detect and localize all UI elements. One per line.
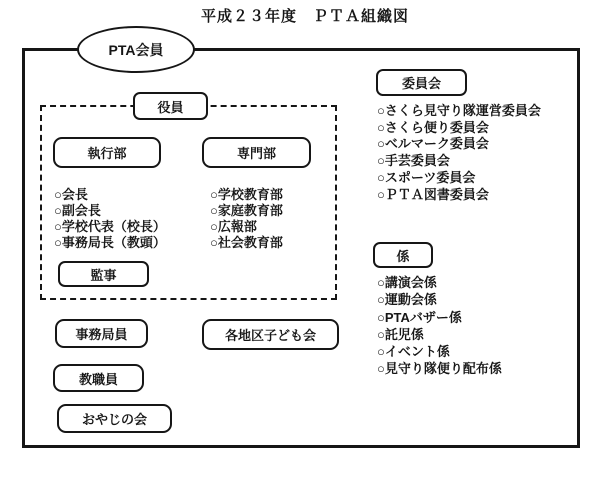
- list-item: ○事務局長（教頭）: [54, 235, 166, 250]
- pta-members-label: PTA会員: [108, 41, 164, 58]
- officers-label: 役員: [157, 99, 184, 115]
- district-children-label: 各地区子ども会: [224, 328, 316, 343]
- district-children-box: [202, 319, 339, 350]
- list-item: ○ベルマーク委員会: [377, 136, 489, 152]
- auditor-box: [58, 261, 149, 287]
- list-item: ○さくら見守り隊運営委員会: [377, 103, 541, 118]
- secretariat-staff-label: 事務局員: [75, 327, 128, 342]
- list-item: ○手芸委員会: [377, 153, 450, 169]
- specialized-list: [210, 187, 283, 251]
- specialized-dept-box: [202, 137, 311, 168]
- roles-box: [373, 242, 433, 268]
- fathers-club-box: [57, 404, 172, 433]
- committees-box: [376, 69, 467, 96]
- auditor-label: 監事: [90, 267, 117, 283]
- teachers-box: [53, 364, 144, 392]
- teachers-label: 教職員: [78, 371, 118, 387]
- roles-list: [377, 274, 502, 378]
- committees-label: 委員会: [401, 76, 441, 91]
- list-item: ○イベント係: [377, 344, 450, 360]
- specialized-dept-label: 専門部: [236, 146, 276, 161]
- list-item: ○スポーツ委員会: [377, 169, 476, 185]
- list-item: ○見守り隊便り配布係: [377, 361, 502, 377]
- executive-dept-label: 執行部: [87, 146, 127, 161]
- list-item: ○社会教育部: [210, 235, 283, 250]
- list-item: ○学校代表（校長）: [54, 219, 166, 234]
- executive-dept-box: [53, 137, 161, 168]
- list-item: ○運動会係: [377, 292, 437, 308]
- committees-list: [377, 103, 541, 203]
- secretariat-staff-box: [55, 319, 148, 348]
- list-item: ○ＰＴＡ図書委員会: [377, 186, 489, 202]
- officers-label-box: [133, 92, 208, 120]
- pta-members-ellipse: [77, 26, 195, 73]
- list-item: ○託児係: [377, 326, 424, 342]
- list-item: ○講演会係: [377, 275, 437, 290]
- fathers-club-label: おやじの会: [81, 412, 147, 427]
- list-item: ○会長: [54, 187, 88, 202]
- executive-list: [54, 187, 166, 251]
- list-item: ○家庭教育部: [210, 203, 283, 218]
- roles-label: 係: [396, 248, 410, 264]
- list-item: ○さくら便り委員会: [377, 119, 489, 135]
- page-title: 平成２３年度 ＰＴＡ組織図: [200, 8, 409, 25]
- list-item: ○PTAバザー係: [377, 309, 462, 325]
- list-item: ○学校教育部: [210, 187, 283, 202]
- list-item: ○副会長: [54, 203, 101, 218]
- list-item: ○広報部: [210, 219, 257, 234]
